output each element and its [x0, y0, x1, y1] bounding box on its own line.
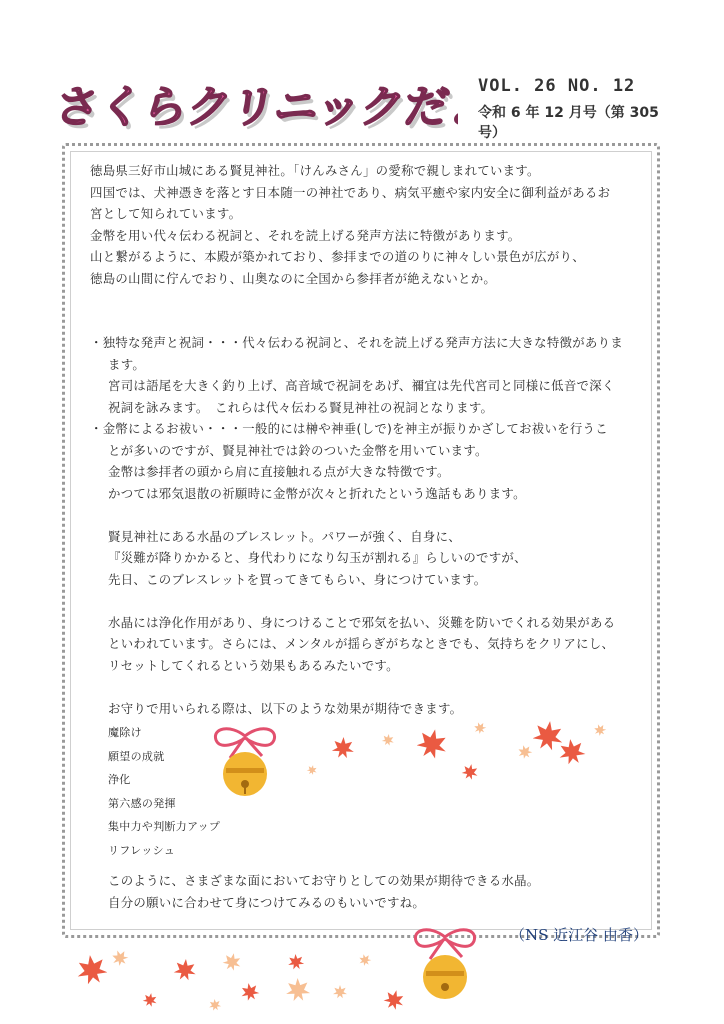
maple-leaf-icon [379, 985, 409, 1015]
maple-leaf-icon [217, 947, 247, 977]
maple-leaf-icon [585, 715, 615, 745]
maple-leaf-icon [170, 955, 200, 985]
body-line: 自分の願いに合わせて身につけてみるのもいいですね。 [108, 894, 426, 910]
list-item: 願望の成就 [108, 749, 165, 763]
body-line: 『災難が降りかかると、身代わりになり勾玉が割れる』らしいのですが、 [108, 550, 527, 565]
body-line: リセットしてくれるという効果もあるみたいです。 [108, 657, 399, 673]
bell-icon [423, 955, 467, 999]
list-item: 集中力や判断力アップ [108, 820, 221, 833]
maple-leaf-icon [77, 955, 107, 985]
body-line: 徳島県三好市山城にある賢見神社。「けんみさん」の愛称で親しまれています。 [90, 163, 540, 178]
volume-number: VOL. 26 NO. 12 [478, 76, 636, 96]
body-line: といわれています。さらには、メンタルが揺らぎがちなときでも、気持ちをクリアにし、 [108, 636, 615, 651]
maple-leaf-icon [283, 975, 313, 1005]
list-item: リフレッシュ [108, 843, 176, 857]
charm-intro: お守りで用いられる際は、以下のような効果が期待できます。 [108, 700, 463, 716]
maple-leaf-icon [373, 725, 403, 755]
maple-leaf-icon [455, 757, 485, 787]
feature-heading: ・独特な発声と祝詞・・・代々伝わる祝詞と、それを読上げる発声方法に大きな特徴がありま [90, 335, 624, 350]
title-text: さくらクリニックだより [58, 82, 458, 133]
maple-leaf-icon [350, 945, 380, 975]
body-line: このように、さまざまな面においてお守りとしての効果が期待できる水晶。 [108, 873, 540, 888]
maple-leaf-icon [135, 985, 165, 1015]
body-line: かつては邪気退散の祈願時に金幣が次々と折れたという逸話もあります。 [108, 485, 526, 501]
maple-leaf-icon [465, 713, 495, 743]
list-item: 浄化 [108, 773, 131, 786]
body-line: 賢見神社にある水晶のブレスレット。パワーが強く、自身に、 [108, 528, 461, 544]
body-line: とが多いのですが、賢見神社では鈴のついた金幣を用いています。 [108, 442, 488, 458]
newsletter-title [58, 60, 458, 150]
ribbon-icon [215, 729, 274, 746]
body-line: 先日、このブレスレットを買ってきてもらい、身につけています。 [108, 571, 487, 587]
maple-leaf-icon [328, 733, 358, 763]
article-body [90, 160, 642, 913]
maple-leaf-icon [325, 977, 355, 1007]
title-graphic [58, 60, 458, 150]
maple-leaf-icon [281, 947, 311, 977]
body-line: 水晶には浄化作用があり、身につけることで邪気を払い、災難を防いでくれる効果がある [108, 614, 616, 630]
title-shadow: さくらクリニックだより [58, 86, 458, 137]
author-signature: （NS 近江谷 由香） [510, 926, 648, 944]
body-line: ます。 [108, 356, 146, 372]
feature-heading: ・金幣によるお祓い・・・一般的には榊や神垂(しで)を神主が振りかざしてお祓いを行うこ [90, 421, 608, 436]
body-line: 徳島の山間に佇んでおり、山奥なのに全国から参拝者が絶えないとか。 [90, 270, 497, 286]
maple-leaf-icon [417, 729, 447, 759]
body-line: 四国では、犬神憑きを落とす日本随一の神社であり、病気平癒や家内安全に御利益があるお [90, 184, 611, 200]
body-line: 宮司は語尾を大きく釣り上げ、高音域で祝詞をあげ、禰宜は先代宮司と同様に低音で深く [108, 378, 615, 393]
maple-leaf-icon [235, 977, 265, 1007]
ribbon-icon [415, 930, 474, 947]
list-item: 第六感の発揮 [108, 796, 176, 810]
maple-leaf-icon [297, 755, 327, 785]
maple-leaf-icon [200, 990, 230, 1020]
maple-leaf-icon [105, 943, 135, 973]
bell-illustration [200, 722, 290, 802]
bell-illustration-bottom [400, 918, 490, 1008]
body-line: 祝詞を詠みます。 これらは代々伝わる賢見神社の祝詞となります。 [108, 399, 494, 415]
maple-leaf-icon [557, 737, 587, 767]
body-line: 金幣は参拝者の頭から肩に直接触れる点が大きな特徴です。 [108, 464, 450, 479]
body-line: 山と繋がるように、本殿が築かれており、参拝までの道のりに神々しい景色が広がり、 [90, 249, 585, 264]
issue-date: 令和 6 年 12 月号（第 305 号） [478, 105, 659, 141]
body-line: 金幣を用い代々伝わる祝詞と、それを読上げる発声方法に特徴があります。 [90, 227, 521, 243]
issue-info [478, 76, 678, 142]
body-line: 宮として知られています。 [90, 206, 242, 221]
list-item: 魔除け [108, 726, 142, 739]
